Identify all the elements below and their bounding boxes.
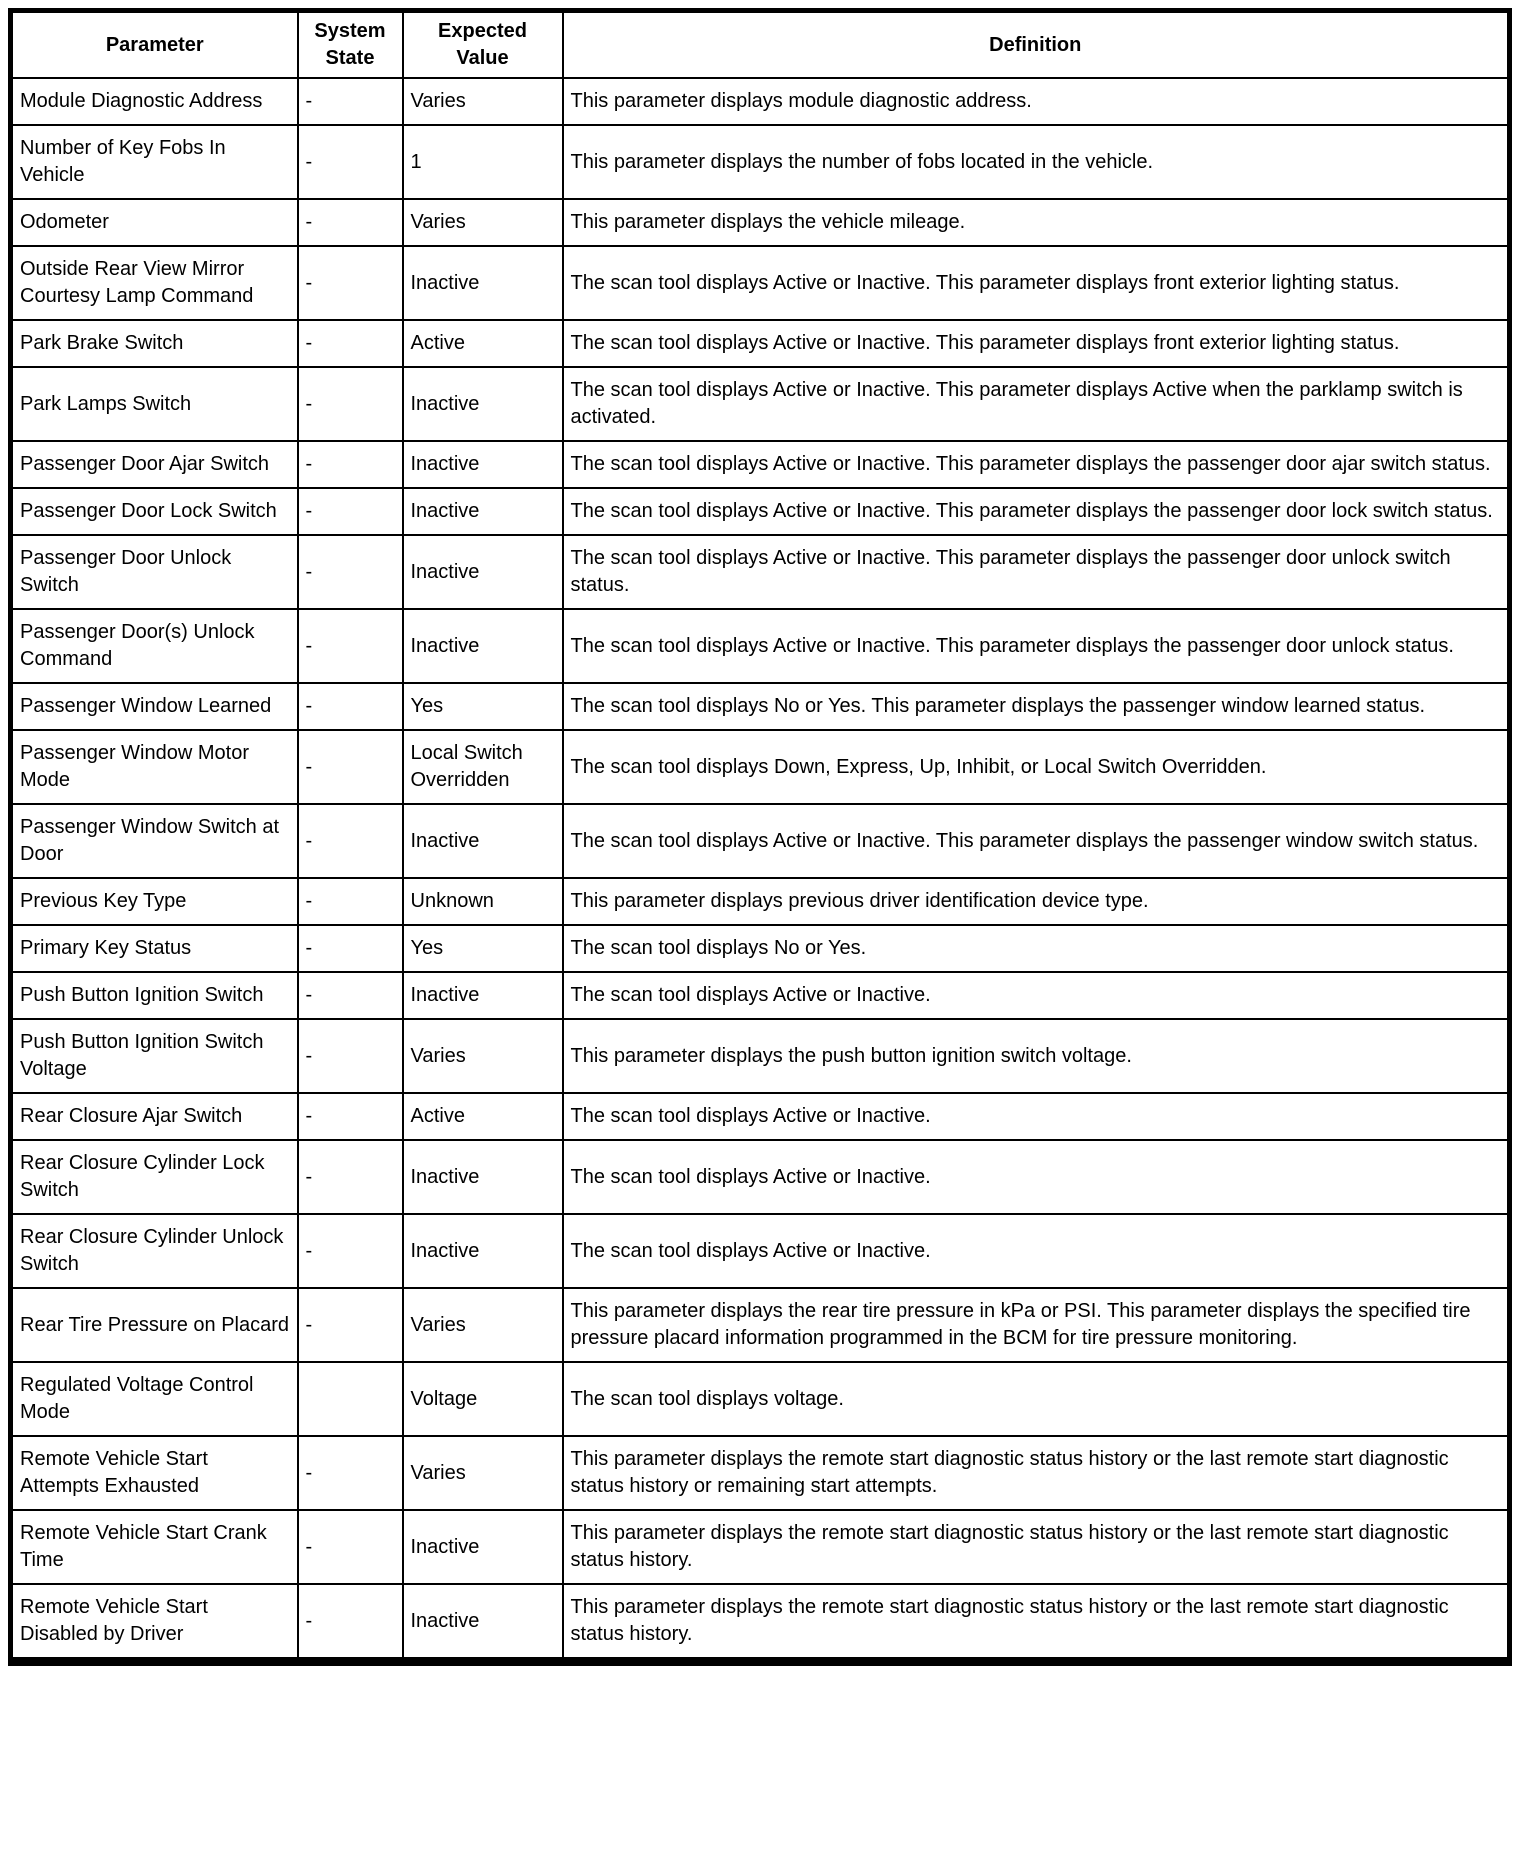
parameter-cell: Passenger Door(s) Unlock Command: [11, 609, 298, 683]
table-row: [11, 730, 1510, 804]
table-row: [11, 125, 1510, 199]
parameter-cell: Module Diagnostic Address: [11, 78, 298, 125]
parameter-cell: Rear Closure Cylinder Lock Switch: [11, 1140, 298, 1214]
system-state-cell: -: [298, 1510, 403, 1584]
table-row: [11, 441, 1510, 488]
system-state-cell: -: [298, 1584, 403, 1662]
table-row: [11, 367, 1510, 441]
expected-value-cell: Inactive: [403, 1584, 563, 1662]
parameter-cell: Park Brake Switch: [11, 320, 298, 367]
definition-cell: The scan tool displays Active or Inactive. This parameter displays the passenger door unlock switch status.: [563, 535, 1510, 609]
definition-cell: The scan tool displays Active or Inactive. This parameter displays the passenger door unlock status.: [563, 609, 1510, 683]
parameter-cell: Passenger Window Switch at Door: [11, 804, 298, 878]
expected-value-cell: Inactive: [403, 246, 563, 320]
definition-cell: The scan tool displays Active or Inactive.: [563, 1093, 1510, 1140]
expected-value-cell: Inactive: [403, 804, 563, 878]
table-row: [11, 878, 1510, 925]
table-row: [11, 1019, 1510, 1093]
parameter-cell: Outside Rear View Mirror Courtesy Lamp Command: [11, 246, 298, 320]
parameter-cell: Remote Vehicle Start Crank Time: [11, 1510, 298, 1584]
table-row: [11, 78, 1510, 125]
expected-value-cell: Inactive: [403, 488, 563, 535]
expected-value-cell: Inactive: [403, 609, 563, 683]
definition-cell: The scan tool displays Active or Inactive. This parameter displays Active when the parklamp switch is activated.: [563, 367, 1510, 441]
system-state-cell: -: [298, 683, 403, 730]
header-definition: Definition: [563, 11, 1510, 79]
definition-cell: The scan tool displays No or Yes.: [563, 925, 1510, 972]
table-row: [11, 804, 1510, 878]
header-system-state: System State: [298, 11, 403, 79]
system-state-cell: -: [298, 804, 403, 878]
table-row: [11, 1584, 1510, 1662]
system-state-cell: -: [298, 1019, 403, 1093]
system-state-cell: -: [298, 925, 403, 972]
table-row: [11, 1436, 1510, 1510]
expected-value-cell: Inactive: [403, 535, 563, 609]
parameter-cell: Push Button Ignition Switch: [11, 972, 298, 1019]
header-parameter: Parameter: [11, 11, 298, 79]
definition-cell: The scan tool displays Down, Express, Up, Inhibit, or Local Switch Overridden.: [563, 730, 1510, 804]
definition-cell: This parameter displays the number of fobs located in the vehicle.: [563, 125, 1510, 199]
system-state-cell: -: [298, 246, 403, 320]
table-row: [11, 609, 1510, 683]
header-row: [11, 11, 1510, 79]
system-state-cell: -: [298, 1288, 403, 1362]
parameter-cell: Regulated Voltage Control Mode: [11, 1362, 298, 1436]
system-state-cell: -: [298, 609, 403, 683]
definition-cell: The scan tool displays Active or Inactive. This parameter displays front exterior lighting status.: [563, 320, 1510, 367]
system-state-cell: -: [298, 1214, 403, 1288]
header-expected-value: Expected Value: [403, 11, 563, 79]
table-row: [11, 1214, 1510, 1288]
system-state-cell: -: [298, 535, 403, 609]
table-row: [11, 320, 1510, 367]
definition-cell: This parameter displays the rear tire pressure in kPa or PSI. This parameter displays the specified tire pressure placard information programmed in the BCM for tire pressure monitoring.: [563, 1288, 1510, 1362]
definition-cell: This parameter displays the remote start diagnostic status history or the last remote start diagnostic status history.: [563, 1510, 1510, 1584]
parameter-cell: Passenger Door Lock Switch: [11, 488, 298, 535]
parameter-cell: Passenger Window Motor Mode: [11, 730, 298, 804]
expected-value-cell: Inactive: [403, 1140, 563, 1214]
expected-value-cell: Unknown: [403, 878, 563, 925]
system-state-cell: -: [298, 878, 403, 925]
expected-value-cell: Inactive: [403, 1214, 563, 1288]
expected-value-cell: Active: [403, 1093, 563, 1140]
definition-cell: The scan tool displays Active or Inactive. This parameter displays front exterior lighting status.: [563, 246, 1510, 320]
parameter-cell: Park Lamps Switch: [11, 367, 298, 441]
expected-value-cell: Active: [403, 320, 563, 367]
table-row: [11, 488, 1510, 535]
definition-cell: This parameter displays the remote start diagnostic status history or the last remote start diagnostic status history or remaining start attempts.: [563, 1436, 1510, 1510]
system-state-cell: -: [298, 730, 403, 804]
parameter-cell: Primary Key Status: [11, 925, 298, 972]
expected-value-cell: Inactive: [403, 441, 563, 488]
parameter-cell: Rear Closure Cylinder Unlock Switch: [11, 1214, 298, 1288]
table-row: [11, 1362, 1510, 1436]
system-state-cell: -: [298, 320, 403, 367]
system-state-cell: -: [298, 1140, 403, 1214]
expected-value-cell: Yes: [403, 683, 563, 730]
table-body: [11, 78, 1510, 1662]
table-row: [11, 246, 1510, 320]
definition-cell: This parameter displays module diagnostic address.: [563, 78, 1510, 125]
definition-cell: This parameter displays the push button ignition switch voltage.: [563, 1019, 1510, 1093]
expected-value-cell: Varies: [403, 1019, 563, 1093]
parameter-cell: Rear Closure Ajar Switch: [11, 1093, 298, 1140]
parameter-cell: Number of Key Fobs In Vehicle: [11, 125, 298, 199]
system-state-cell: -: [298, 199, 403, 246]
expected-value-cell: Varies: [403, 199, 563, 246]
diagnostic-parameters-table: [8, 8, 1512, 1666]
parameter-cell: Rear Tire Pressure on Placard: [11, 1288, 298, 1362]
table-row: [11, 1093, 1510, 1140]
parameter-cell: Remote Vehicle Start Attempts Exhausted: [11, 1436, 298, 1510]
expected-value-cell: 1: [403, 125, 563, 199]
definition-cell: This parameter displays previous driver identification device type.: [563, 878, 1510, 925]
definition-cell: This parameter displays the vehicle mileage.: [563, 199, 1510, 246]
table-row: [11, 683, 1510, 730]
parameter-cell: Previous Key Type: [11, 878, 298, 925]
definition-cell: The scan tool displays voltage.: [563, 1362, 1510, 1436]
system-state-cell: -: [298, 125, 403, 199]
definition-cell: The scan tool displays Active or Inactive.: [563, 972, 1510, 1019]
expected-value-cell: Voltage: [403, 1362, 563, 1436]
system-state-cell: -: [298, 78, 403, 125]
table-row: [11, 925, 1510, 972]
expected-value-cell: Varies: [403, 1288, 563, 1362]
table-header: [11, 11, 1510, 79]
table-row: [11, 199, 1510, 246]
definition-cell: The scan tool displays Active or Inactive.: [563, 1214, 1510, 1288]
parameter-cell: Passenger Door Ajar Switch: [11, 441, 298, 488]
parameter-cell: Remote Vehicle Start Disabled by Driver: [11, 1584, 298, 1662]
table-row: [11, 1140, 1510, 1214]
system-state-cell: [298, 1362, 403, 1436]
definition-cell: The scan tool displays Active or Inactive. This parameter displays the passenger window switch status.: [563, 804, 1510, 878]
definition-cell: This parameter displays the remote start diagnostic status history or the last remote start diagnostic status history.: [563, 1584, 1510, 1662]
definition-cell: The scan tool displays Active or Inactive. This parameter displays the passenger door ajar switch status.: [563, 441, 1510, 488]
parameter-cell: Push Button Ignition Switch Voltage: [11, 1019, 298, 1093]
parameter-cell: Passenger Door Unlock Switch: [11, 535, 298, 609]
table-row: [11, 972, 1510, 1019]
parameter-cell: Odometer: [11, 199, 298, 246]
system-state-cell: -: [298, 367, 403, 441]
system-state-cell: -: [298, 441, 403, 488]
system-state-cell: -: [298, 1436, 403, 1510]
system-state-cell: -: [298, 488, 403, 535]
expected-value-cell: Yes: [403, 925, 563, 972]
definition-cell: The scan tool displays Active or Inactive. This parameter displays the passenger door lock switch status.: [563, 488, 1510, 535]
expected-value-cell: Inactive: [403, 972, 563, 1019]
expected-value-cell: Local Switch Overridden: [403, 730, 563, 804]
system-state-cell: -: [298, 972, 403, 1019]
expected-value-cell: Varies: [403, 1436, 563, 1510]
expected-value-cell: Inactive: [403, 1510, 563, 1584]
expected-value-cell: Varies: [403, 78, 563, 125]
definition-cell: The scan tool displays Active or Inactive.: [563, 1140, 1510, 1214]
table-row: [11, 1288, 1510, 1362]
parameter-cell: Passenger Window Learned: [11, 683, 298, 730]
table-row: [11, 1510, 1510, 1584]
expected-value-cell: Inactive: [403, 367, 563, 441]
table-row: [11, 535, 1510, 609]
definition-cell: The scan tool displays No or Yes. This parameter displays the passenger window learned status.: [563, 683, 1510, 730]
system-state-cell: -: [298, 1093, 403, 1140]
